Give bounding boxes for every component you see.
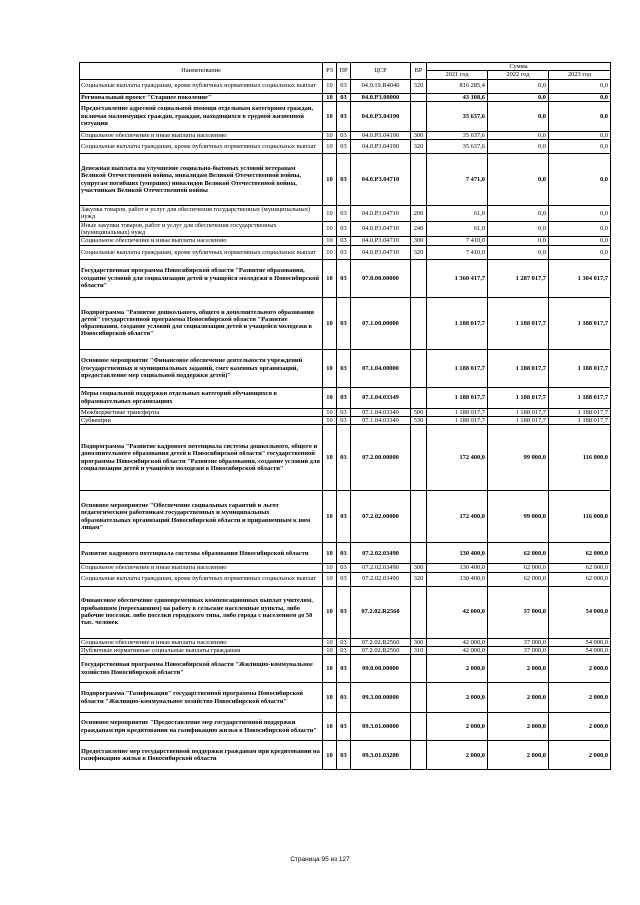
row-rz: 10	[323, 572, 337, 586]
row-pr: 03	[337, 713, 351, 741]
row-sum-2022: 0,0	[488, 206, 549, 222]
row-rz: 10	[323, 741, 337, 770]
table-row	[80, 79, 611, 93]
row-sum-2023: 1 188 017,7	[549, 349, 611, 387]
row-name: Денежная выплата на улучшение социально-бытовых условий ветеранам Великой Отечественной войны, инвалидам Великой Отечественной войны, супругам погибших (умерших) инвалидов Великой Отечественной войны, участникам Великой Отечественной войны	[80, 154, 323, 206]
row-name: Социальное обеспечение и иные выплаты населению	[80, 131, 323, 139]
table-row	[80, 572, 611, 586]
row-sum-2023: 0,0	[549, 131, 611, 139]
row-sum-2022: 1 287 017,7	[488, 259, 549, 297]
row-sum-2021: 172 400,0	[427, 425, 488, 491]
row-sum-2022: 0,0	[488, 93, 549, 101]
row-name: Социальные выплаты гражданам, кроме публичных нормативных социальных выплат	[80, 79, 323, 93]
table-row	[80, 206, 611, 222]
table-row	[80, 349, 611, 387]
row-name: Меры социальной поддержки отдельных категорий обучающихся в образовательных организациях	[80, 387, 323, 408]
table-row	[80, 101, 611, 131]
row-sum-2023: 54 000,0	[549, 646, 611, 654]
row-pr: 03	[337, 491, 351, 543]
table-row	[80, 741, 611, 770]
row-sum-2023: 0,0	[549, 93, 611, 101]
row-pr: 03	[337, 408, 351, 416]
row-csr: 04.0.P3.04710	[351, 245, 411, 259]
table-row	[80, 586, 611, 638]
row-sum-2021: 2 000,0	[427, 741, 488, 770]
row-rz: 10	[323, 491, 337, 543]
row-sum-2021: 1 188 017,7	[427, 297, 488, 349]
row-sum-2022: 1 188 017,7	[488, 416, 549, 424]
table-row	[80, 491, 611, 543]
row-sum-2022: 0,0	[488, 154, 549, 206]
row-vr: 200	[411, 206, 427, 222]
row-sum-2022: 1 188 017,7	[488, 349, 549, 387]
row-name: Социальные выплаты гражданам, кроме публичных нормативных социальных выплат	[80, 245, 323, 259]
row-rz: 10	[323, 425, 337, 491]
page-footer: Страница 95 из 127	[290, 856, 350, 863]
row-sum-2023: 2 000,0	[549, 683, 611, 713]
row-csr: 07.1.00.00000	[351, 297, 411, 349]
row-sum-2023: 2 000,0	[549, 713, 611, 741]
row-rz: 10	[323, 655, 337, 683]
row-pr: 03	[337, 425, 351, 491]
row-csr: 04.0.P3.04190	[351, 131, 411, 139]
row-sum-2023: 54 000,0	[549, 586, 611, 638]
header-year-2021: 2021 год	[427, 71, 488, 79]
row-vr: 310	[411, 646, 427, 654]
row-rz: 10	[323, 416, 337, 424]
row-pr: 03	[337, 683, 351, 713]
row-sum-2022: 0,0	[488, 79, 549, 93]
row-pr: 03	[337, 586, 351, 638]
row-csr: 09.3.00.00000	[351, 683, 411, 713]
table-row	[80, 564, 611, 572]
row-vr	[411, 713, 427, 741]
row-sum-2023: 116 000,0	[549, 425, 611, 491]
row-sum-2021: 130 400,0	[427, 572, 488, 586]
row-sum-2022: 62 000,0	[488, 543, 549, 564]
row-name: Публичные нормативные социальные выплаты гражданам	[80, 646, 323, 654]
row-csr: 04.0.P3.04190	[351, 101, 411, 131]
row-name: Социальное обеспечение и иные выплаты населению	[80, 564, 323, 572]
row-rz: 10	[323, 259, 337, 297]
table-body	[80, 79, 611, 770]
row-name: Основное мероприятие "Предоставление мер государственной поддержки гражданам при кредитовании на газификацию жилья в Новосибирской области"	[80, 713, 323, 741]
row-vr	[411, 349, 427, 387]
row-sum-2022: 1 188 017,7	[488, 297, 549, 349]
row-csr: 07.2.02.R2560	[351, 586, 411, 638]
row-sum-2022: 62 000,0	[488, 572, 549, 586]
row-sum-2021: 130 400,0	[427, 543, 488, 564]
header-year-2023: 2023 год	[549, 71, 611, 79]
row-csr: 09.0.00.00000	[351, 655, 411, 683]
row-name: Предоставление адресной социальной помощи отдельным категориям граждан, включая малоимущих граждан, граждан, находящихся в трудной жизненной ситуации	[80, 101, 323, 131]
table-row	[80, 713, 611, 741]
row-sum-2021: 35 637,6	[427, 101, 488, 131]
table-row	[80, 425, 611, 491]
row-pr: 03	[337, 741, 351, 770]
row-sum-2023: 1 188 017,7	[549, 387, 611, 408]
row-name: Государственная программа Новосибирской области "Развитие образования, создание условий для социализации детей и учащейся молодежи в Новосибирской области"	[80, 259, 323, 297]
table-row	[80, 646, 611, 654]
row-sum-2021: 130 400,0	[427, 564, 488, 572]
table-row	[80, 416, 611, 424]
row-rz: 10	[323, 586, 337, 638]
row-pr: 03	[337, 101, 351, 131]
row-vr	[411, 154, 427, 206]
row-rz: 10	[323, 564, 337, 572]
budget-table-sheet	[79, 62, 610, 770]
row-vr: 530	[411, 416, 427, 424]
row-name: Основное мероприятие "Финансовое обеспечение деятельности учреждений (государственных и муниципальных заданий, смет казенных организаций, предоставление мер социальной поддержки детей)"	[80, 349, 323, 387]
row-sum-2021: 1 360 417,7	[427, 259, 488, 297]
row-vr	[411, 683, 427, 713]
row-rz: 10	[323, 543, 337, 564]
row-pr: 03	[337, 572, 351, 586]
row-rz: 10	[323, 101, 337, 131]
row-csr: 09.3.01.00000	[351, 713, 411, 741]
table-row	[80, 638, 611, 646]
row-sum-2023: 62 000,0	[549, 572, 611, 586]
row-name: Социальные выплаты гражданам, кроме публичных нормативных социальных выплат	[80, 572, 323, 586]
row-rz: 10	[323, 93, 337, 101]
row-sum-2023: 1 188 017,7	[549, 297, 611, 349]
row-csr: 04.0.P3.04710	[351, 221, 411, 237]
row-rz: 10	[323, 237, 337, 245]
row-sum-2023: 0,0	[549, 154, 611, 206]
row-sum-2022: 2 000,0	[488, 713, 549, 741]
row-pr: 03	[337, 79, 351, 93]
header-sum: Сумма	[427, 63, 611, 71]
row-csr: 07.0.00.00000	[351, 259, 411, 297]
row-vr: 320	[411, 79, 427, 93]
row-pr: 03	[337, 297, 351, 349]
row-sum-2021: 7 471,0	[427, 154, 488, 206]
row-vr	[411, 491, 427, 543]
row-pr: 03	[337, 93, 351, 101]
row-rz: 10	[323, 221, 337, 237]
row-csr: 04.0.P3.04710	[351, 206, 411, 222]
row-rz: 10	[323, 79, 337, 93]
row-csr: 07.1.04.03349	[351, 387, 411, 408]
table-row	[80, 543, 611, 564]
row-sum-2023: 0,0	[549, 206, 611, 222]
row-pr: 03	[337, 131, 351, 139]
row-vr	[411, 741, 427, 770]
row-pr: 03	[337, 140, 351, 154]
row-sum-2022: 37 000,0	[488, 638, 549, 646]
row-sum-2023: 2 000,0	[549, 655, 611, 683]
table-row	[80, 297, 611, 349]
row-sum-2021: 7 410,0	[427, 237, 488, 245]
row-sum-2023: 0,0	[549, 221, 611, 237]
row-name: Закупка товаров, работ и услуг для обеспечения государственных (муниципальных) нужд	[80, 206, 323, 222]
row-sum-2023: 62 000,0	[549, 543, 611, 564]
row-sum-2021: 42 000,0	[427, 586, 488, 638]
header-pr: ПР	[337, 63, 351, 80]
row-sum-2022: 37 000,0	[488, 586, 549, 638]
row-pr: 03	[337, 221, 351, 237]
row-rz: 10	[323, 646, 337, 654]
row-sum-2022: 0,0	[488, 237, 549, 245]
row-sum-2021: 2 000,0	[427, 713, 488, 741]
row-sum-2021: 1 188 017,7	[427, 387, 488, 408]
row-pr: 03	[337, 206, 351, 222]
row-sum-2021: 172 400,0	[427, 491, 488, 543]
header-year-2022: 2022 год	[488, 71, 549, 79]
row-name: Государственная программа Новосибирской области "Жилищно-коммунальное хозяйство Новосибирской области"	[80, 655, 323, 683]
header-rz: РЗ	[323, 63, 337, 80]
row-csr: 04.0.P3.04710	[351, 237, 411, 245]
row-vr	[411, 655, 427, 683]
row-name: Предоставление мер государственной поддержки гражданам при кредитовании на газификацию жилья в Новосибирской области	[80, 741, 323, 770]
row-pr: 03	[337, 564, 351, 572]
row-pr: 03	[337, 646, 351, 654]
row-name: Региональный проект "Старшее поколение"	[80, 93, 323, 101]
table-row	[80, 93, 611, 101]
row-vr	[411, 93, 427, 101]
row-csr: 07.2.02.03490	[351, 564, 411, 572]
row-rz: 10	[323, 713, 337, 741]
row-sum-2022: 1 188 017,7	[488, 408, 549, 416]
row-sum-2023: 1 188 017,7	[549, 408, 611, 416]
row-vr: 300	[411, 564, 427, 572]
table-row	[80, 245, 611, 259]
row-pr: 03	[337, 349, 351, 387]
row-vr: 300	[411, 131, 427, 139]
budget-table	[79, 62, 611, 770]
row-vr: 320	[411, 245, 427, 259]
row-sum-2023: 0,0	[549, 140, 611, 154]
row-pr: 03	[337, 245, 351, 259]
row-sum-2022: 2 000,0	[488, 655, 549, 683]
row-sum-2023: 0,0	[549, 237, 611, 245]
row-vr	[411, 425, 427, 491]
table-row	[80, 221, 611, 237]
header-vr: ВР	[411, 63, 427, 80]
row-csr: 07.2.02.03490	[351, 543, 411, 564]
row-vr	[411, 259, 427, 297]
row-name: Межбюджетные трансферты	[80, 408, 323, 416]
row-csr: 07.1.04.03349	[351, 408, 411, 416]
row-pr: 03	[337, 154, 351, 206]
row-sum-2021: 816 285,4	[427, 79, 488, 93]
row-csr: 07.2.02.R2560	[351, 638, 411, 646]
row-sum-2022: 2 000,0	[488, 683, 549, 713]
row-sum-2022: 0,0	[488, 131, 549, 139]
row-sum-2021: 61,0	[427, 221, 488, 237]
row-sum-2023: 62 000,0	[549, 564, 611, 572]
row-vr	[411, 543, 427, 564]
row-rz: 10	[323, 638, 337, 646]
row-name: Финансовое обеспечение единовременных компенсационных выплат учителям, прибывшим (переехавшим) на работу в сельские населенные пункты, либо рабочие поселки, либо поселки городского типа, либо города с населением до 50 тыс. человек	[80, 586, 323, 638]
row-csr: 07.2.02.00000	[351, 491, 411, 543]
row-sum-2023: 116 000,0	[549, 491, 611, 543]
row-sum-2023: 0,0	[549, 245, 611, 259]
row-name: Социальное обеспечение и иные выплаты населению	[80, 638, 323, 646]
row-pr: 03	[337, 638, 351, 646]
row-rz: 10	[323, 140, 337, 154]
row-sum-2021: 43 108,6	[427, 93, 488, 101]
row-name: Подпрограмма "Газификация" государственной программы Новосибирской области "Жилищно-коммунальное хозяйство Новосибирской области"	[80, 683, 323, 713]
row-vr: 240	[411, 221, 427, 237]
row-pr: 03	[337, 387, 351, 408]
row-rz: 10	[323, 206, 337, 222]
row-sum-2021: 1 188 017,7	[427, 416, 488, 424]
row-rz: 10	[323, 131, 337, 139]
row-name: Подпрограмма "Развитие кадрового потенциала системы дошкольного, общего и дополнительного образования детей в Новосибирской области" государственной программы Новосибирской области "Развитие образования, создание условий для социализации детей и учащейся молодежи в Новосибирской области"	[80, 425, 323, 491]
row-rz: 10	[323, 387, 337, 408]
row-sum-2023: 54 000,0	[549, 638, 611, 646]
table-row	[80, 259, 611, 297]
header-csr: ЦСР	[351, 63, 411, 80]
row-name: Основное мероприятие "Обеспечение социальных гарантий и льгот педагогическим работникам государственных и муниципальных образовательных организаций Новосибирской области и приравненным к ним лицам"	[80, 491, 323, 543]
row-name: Подпрограмма "Развитие дошкольного, общего и дополнительного образования детей" государственной программы Новосибирской области "Развитие образования, создание условий для социализации детей и учащейся молодежи в Новосибирской области"	[80, 297, 323, 349]
header-name: Наименование	[80, 63, 323, 80]
row-sum-2023: 2 000,0	[549, 741, 611, 770]
table-row	[80, 387, 611, 408]
row-pr: 03	[337, 259, 351, 297]
row-csr: 04.0.P3.00000	[351, 93, 411, 101]
row-csr: 04.0.19.R4040	[351, 79, 411, 93]
row-sum-2021: 1 188 017,7	[427, 349, 488, 387]
row-name: Иные закупки товаров, работ и услуг для обеспечения государственных (муниципальных) нужд	[80, 221, 323, 237]
table-row	[80, 131, 611, 139]
row-sum-2022: 99 000,0	[488, 425, 549, 491]
row-csr: 07.2.00.00000	[351, 425, 411, 491]
row-sum-2021: 42 000,0	[427, 638, 488, 646]
row-sum-2023: 0,0	[549, 79, 611, 93]
row-sum-2021: 35 637,6	[427, 140, 488, 154]
row-sum-2022: 62 000,0	[488, 564, 549, 572]
row-sum-2022: 37 000,0	[488, 646, 549, 654]
row-rz: 10	[323, 297, 337, 349]
row-vr	[411, 101, 427, 131]
row-sum-2021: 2 000,0	[427, 683, 488, 713]
row-vr: 300	[411, 237, 427, 245]
row-sum-2022: 99 000,0	[488, 491, 549, 543]
table-row	[80, 655, 611, 683]
row-rz: 10	[323, 683, 337, 713]
row-vr: 500	[411, 408, 427, 416]
row-vr: 320	[411, 140, 427, 154]
row-name: Субвенции	[80, 416, 323, 424]
row-csr: 07.2.02.R2560	[351, 646, 411, 654]
row-sum-2021: 7 410,0	[427, 245, 488, 259]
table-row	[80, 140, 611, 154]
row-rz: 10	[323, 245, 337, 259]
table-row	[80, 237, 611, 245]
row-sum-2022: 2 000,0	[488, 741, 549, 770]
row-vr: 300	[411, 638, 427, 646]
row-sum-2021: 42 000,0	[427, 646, 488, 654]
row-sum-2022: 0,0	[488, 101, 549, 131]
row-csr: 04.0.P3.04710	[351, 154, 411, 206]
row-csr: 04.0.P3.04190	[351, 140, 411, 154]
row-name: Развитие кадрового потенциала системы образования Новосибирской области	[80, 543, 323, 564]
table-row	[80, 154, 611, 206]
row-pr: 03	[337, 543, 351, 564]
row-name: Социальные выплаты гражданам, кроме публичных нормативных социальных выплат	[80, 140, 323, 154]
row-sum-2023: 1 304 017,7	[549, 259, 611, 297]
row-csr: 07.2.02.03490	[351, 572, 411, 586]
row-rz: 10	[323, 349, 337, 387]
row-pr: 03	[337, 416, 351, 424]
row-vr	[411, 387, 427, 408]
table-row	[80, 683, 611, 713]
row-vr	[411, 586, 427, 638]
row-sum-2021: 61,0	[427, 206, 488, 222]
row-vr: 320	[411, 572, 427, 586]
row-sum-2022: 1 188 017,7	[488, 387, 549, 408]
row-sum-2022: 0,0	[488, 221, 549, 237]
row-vr	[411, 297, 427, 349]
row-pr: 03	[337, 237, 351, 245]
row-sum-2021: 2 000,0	[427, 655, 488, 683]
row-rz: 10	[323, 408, 337, 416]
row-sum-2022: 0,0	[488, 245, 549, 259]
row-sum-2023: 0,0	[549, 101, 611, 131]
table-row	[80, 408, 611, 416]
row-sum-2023: 1 188 017,7	[549, 416, 611, 424]
row-sum-2021: 35 637,6	[427, 131, 488, 139]
row-sum-2022: 0,0	[488, 140, 549, 154]
row-name: Социальное обеспечение и иные выплаты населению	[80, 237, 323, 245]
row-pr: 03	[337, 655, 351, 683]
row-rz: 10	[323, 154, 337, 206]
row-csr: 07.1.04.03349	[351, 416, 411, 424]
row-csr: 09.3.01.03280	[351, 741, 411, 770]
row-sum-2021: 1 188 017,7	[427, 408, 488, 416]
row-csr: 07.1.04.00000	[351, 349, 411, 387]
